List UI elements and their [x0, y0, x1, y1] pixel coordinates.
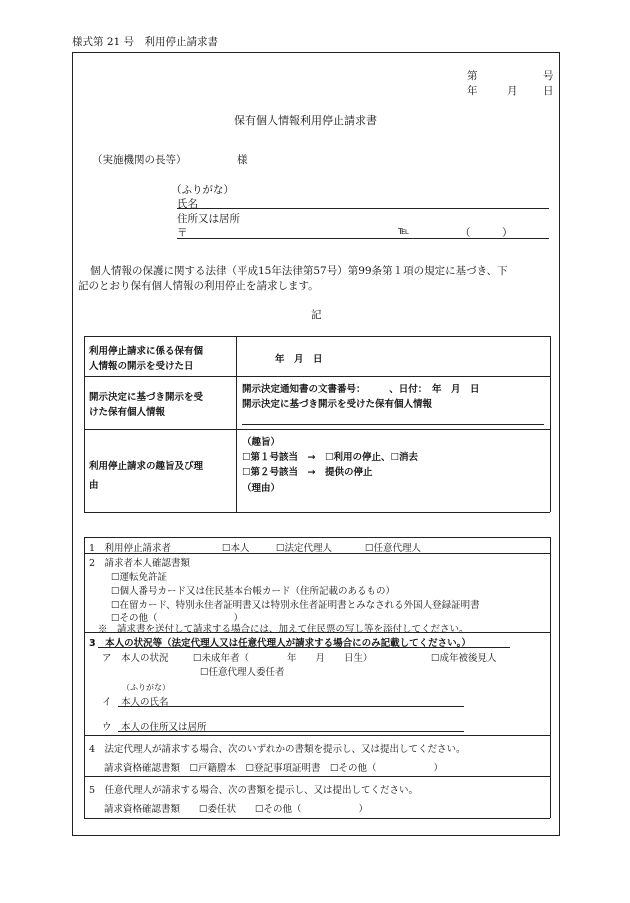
- section4-docs: 請求資格確認書類 ☐戸籍謄本 ☐登記事項証明書 ☐その他（ ）: [104, 763, 444, 774]
- postal-mark: 〒: [177, 227, 188, 239]
- row1-label-line1: 利用停止請求に係る保有個: [89, 346, 204, 357]
- address-label: 住所又は居所: [177, 213, 240, 225]
- row1-date-value: 年 月 日: [275, 354, 323, 365]
- my-number-card-checkbox[interactable]: ☐個人番号カード又は住民基本台帳カード（住所記載のあるもの）: [111, 586, 396, 597]
- section3-underline: [98, 647, 510, 648]
- form-number-label: 様式第 21 号 利用停止請求書: [72, 36, 219, 48]
- dai-label: 第: [467, 70, 478, 82]
- info-underline: [242, 424, 544, 425]
- furigana-label: （ふりがな）: [171, 184, 234, 196]
- row1-label-line2: 人情報の開示を受けた日: [89, 361, 194, 372]
- section5-docs: 請求資格確認書類 ☐委任状 ☐その他（ ）: [104, 804, 369, 815]
- section2-label: 2 請求者本人確認書類: [89, 558, 191, 569]
- tel-paren: （ ）: [460, 227, 513, 239]
- month-label: 月: [507, 85, 518, 97]
- name-label: 氏名: [177, 198, 198, 210]
- row3-item2: ☐第２号該当 → 提供の停止: [242, 467, 373, 478]
- principal-name-label: イ 本人の氏名: [102, 697, 169, 708]
- row2-info-label: 開示決定に基づき開示を受けた保有個人情報: [242, 399, 433, 410]
- legal-agent-checkbox[interactable]: ☐法定代理人: [276, 543, 333, 554]
- day-label: 日: [543, 85, 554, 97]
- section3-label: 3 本人の状況等（法定代理人又は任意代理人が請求する場合にのみ記載してください。）: [89, 638, 471, 649]
- delegator-checkbox[interactable]: ☐任意代理人委任者: [200, 667, 285, 678]
- row2-label-line2: けた保有個人情報: [89, 407, 166, 418]
- other-doc-checkbox[interactable]: ☐その他（ ）: [111, 613, 244, 624]
- document-title: 保有個人情報利用停止請求書: [234, 114, 377, 127]
- row3-riyu: （理由）: [242, 483, 281, 494]
- principal-furigana-label: （ふりがな）: [122, 683, 170, 692]
- year-label: 年: [467, 85, 478, 97]
- principal-address-underline: [118, 731, 464, 732]
- self-checkbox[interactable]: ☐本人: [222, 543, 250, 554]
- minor-checkbox[interactable]: ☐未成年者（ 年 月 日生）: [193, 653, 373, 664]
- row2-label-line1: 開示決定に基づき開示を受: [89, 392, 204, 403]
- address-underline: [177, 238, 549, 239]
- section4-label: 4 法定代理人が請求する場合、次のいずれかの書類を提示し、又は提出してください。: [89, 744, 466, 755]
- drivers-license-checkbox[interactable]: ☐運転免許証: [111, 572, 168, 583]
- ki-label: 記: [311, 309, 322, 321]
- tel-mark: ℡: [398, 225, 410, 237]
- addressee-honorific: 様: [237, 154, 248, 166]
- name-underline: [177, 208, 549, 209]
- principal-status-label: ア 本人の状況: [102, 653, 169, 664]
- row3-label-line2: 由: [89, 480, 99, 491]
- row3-label-line1: 利用停止請求の趣旨及び理: [89, 461, 204, 472]
- section5-label: 5 任意代理人が請求する場合、次の書類を提示し、又は提出してください。: [89, 785, 419, 796]
- section1-label: 1 利用停止請求者: [89, 543, 172, 554]
- row3-item1: ☐第１号該当 → ☐利用の停止、☐消去: [242, 452, 419, 463]
- intro-line-1: 個人情報の保護に関する法律（平成15年法律第57号）第99条第１項の規定に基づき、下: [90, 265, 508, 277]
- adult-ward-checkbox[interactable]: ☐成年被後見人: [431, 653, 497, 664]
- go-label: 号: [543, 70, 554, 82]
- principal-name-underline: [118, 706, 464, 707]
- principal-address-label: ウ 本人の住所又は居所: [102, 722, 207, 733]
- row3-shushi: （趣旨）: [242, 437, 281, 448]
- addressee-org: （実施機関の長等）: [92, 154, 187, 166]
- residence-card-checkbox[interactable]: ☐在留カード、特別永住者証明書又は特別永住者証明書とみなされる外国人登録証明書: [111, 600, 480, 611]
- voluntary-agent-checkbox[interactable]: ☐任意代理人: [365, 543, 422, 554]
- intro-line-2: 記のとおり保有個人情報の利用停止を請求します。: [78, 280, 319, 292]
- section2-note: ※ 請求書を送付して請求する場合には、加えて住民票の写し等を添付してください。: [98, 624, 469, 635]
- row2-doc-number: 開示決定通知書の文書番号： 、日付： 年 月 日: [242, 384, 480, 395]
